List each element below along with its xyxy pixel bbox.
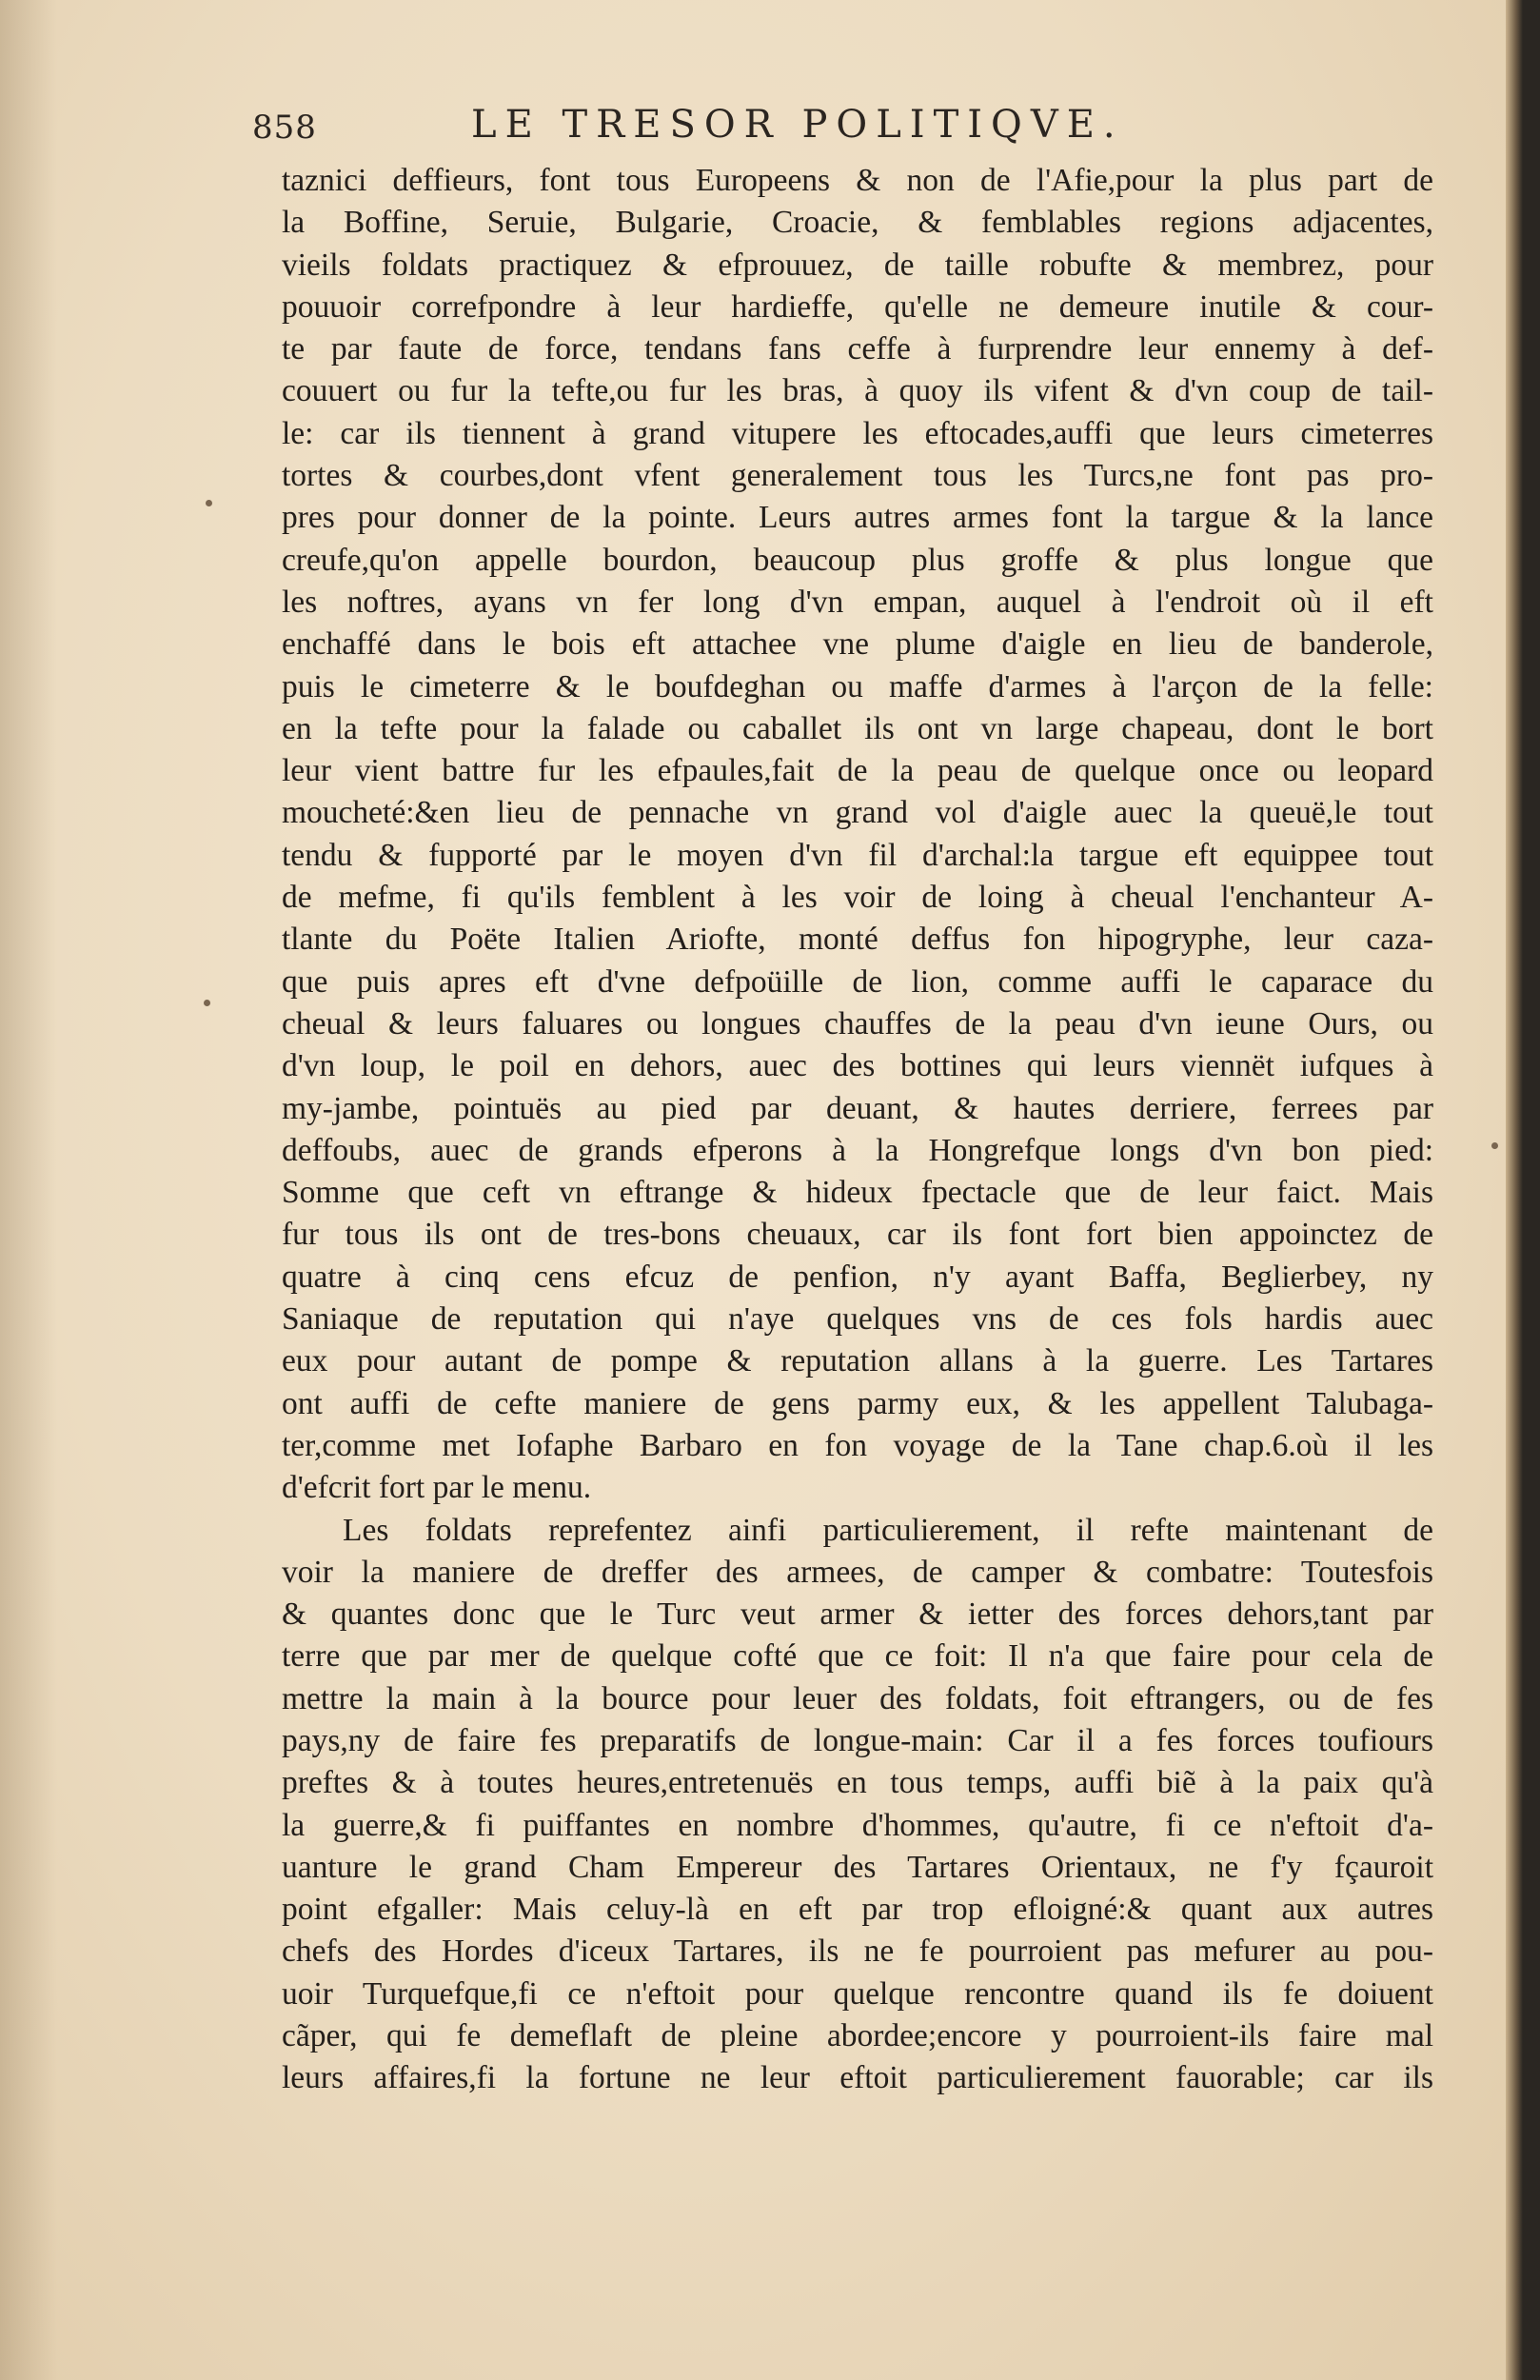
text-line: te par faute de force, tendans fans ceffe à furprendre leur ennemy à def- (282, 331, 1433, 367)
text-line: voir la maniere de dreffer des armees, de camper & combatre: Toutesfois (282, 1554, 1433, 1590)
page-number: 858 (252, 109, 317, 147)
text-line: d'vn loup, le poil en dehors, auec des bottines qui leurs viennët iufques à (282, 1048, 1433, 1084)
text-line: pres pour donner de la pointe. Leurs autres armes font la targue & la lance (282, 500, 1433, 536)
text-line: leur vient battre fur les efpaules,fait de la peau de quelque once ou leopard (282, 753, 1433, 789)
page-edge (1506, 0, 1523, 2380)
running-title: LE TRESOR POLITIQVE. (471, 103, 1124, 147)
text-line: uoir Turquefque,fi ce n'eftoit pour quelque rencontre quand ils fe doiuent (282, 1975, 1433, 2012)
text-line: cheual & leurs faluares ou longues chauffes de la peau d'vn ieune Ours, ou (282, 1005, 1433, 1041)
text-line: les noftres, ayans vn fer long d'vn empan, auquel à l'endroit où il eft (282, 584, 1433, 620)
text-line: tendu & fupporté par le moyen d'vn fil d'archal:la targue eft equippee tout (282, 837, 1433, 873)
text-line: ont auffi de cefte maniere de gens parmy eux, & les appellent Talubaga- (282, 1385, 1433, 1421)
text-line: leurs affaires,fi la fortune ne leur eftoit particulierement fauorable; car ils (282, 2060, 1433, 2096)
text-line: taznici deffieurs, font tous Europeens & non de l'Afie,pour la plus part de (282, 163, 1433, 198)
text-line: d'efcrit fort par le menu. (282, 1470, 592, 1506)
text-line: le: car ils tiennent à grand vitupere les eftocades,auffi que leurs cimeterres (282, 415, 1433, 451)
text-line: ter,comme met Iofaphe Barbaro en fon voyage de la Tane chap.6.où il les (282, 1427, 1433, 1463)
text-line: tlante du Poëte Italien Ariofte, monté deffus fon hipogryphe, leur caza- (282, 922, 1433, 958)
ink-fleck (1491, 1142, 1498, 1149)
text-line: vieils foldats practiquez & efprouuez, de taille robufte & membrez, pour (282, 247, 1433, 283)
text-line: preftes & à toutes heures,entretenuës en tous temps, auffi biẽ à la paix qu'à (282, 1765, 1433, 1801)
text-line: eux pour autant de pompe & reputation allans à la guerre. Les Tartares (282, 1343, 1433, 1379)
text-line: de mefme, fi qu'ils femblent à les voir de loing à cheual l'enchanteur A- (282, 880, 1433, 916)
text-line: terre que par mer de quelque cofté que ce foit: Il n'a que faire pour cela de (282, 1638, 1433, 1675)
text-line: my-jambe, pointuës au pied par deuant, & hautes derriere, ferrees par (282, 1090, 1433, 1126)
text-line: couuert ou fur la tefte,ou fur les bras, à quoy ils vifent & d'vn coup de tail- (282, 373, 1433, 409)
text-line: la guerre,& fi puiffantes en nombre d'hommes, qu'autre, fi ce n'eftoit d'a- (282, 1807, 1433, 1843)
page-header (252, 103, 1423, 160)
text-line: la Boffine, Seruie, Bulgarie, Croacie, & femblables regions adjacentes, (282, 205, 1433, 241)
text-line: cãper, qui fe demeflaft de pleine abordee;encore y pourroient-ils faire mal (282, 2018, 1433, 2054)
text-line: Somme que ceft vn eftrange & hideux fpectacle que de leur faict. Mais (282, 1175, 1433, 1211)
text-line: pays,ny de faire fes preparatifs de longue-main: Car il a fes forces toufiours (282, 1722, 1433, 1758)
gutter-shadow (0, 0, 57, 2380)
text-line: creufe,qu'on appelle bourdon, beaucoup plus groffe & plus longue que (282, 542, 1433, 578)
text-line: Les foldats reprefentez ainfi particulierement, il refte maintenant de (343, 1512, 1433, 1548)
text-line: mettre la main à la bource pour leuer des foldats, foit eftrangers, ou de fes (282, 1680, 1433, 1716)
text-line: point efgaller: Mais celuy-là en eft par trop efloigné:& quant aux autres (282, 1892, 1433, 1928)
text-line: puis le cimeterre & le boufdeghan ou maffe d'armes à l'arçon de la felle: (282, 668, 1433, 704)
ink-fleck (206, 500, 212, 506)
text-line: en la tefte pour la falade ou caballet ils ont vn large chapeau, dont le bort (282, 710, 1433, 746)
text-line: enchaffé dans le bois eft attachee vne plume d'aigle en lieu de banderole, (282, 626, 1433, 663)
text-line: Saniaque de reputation qui n'aye quelques vns de ces fols hardis auec (282, 1301, 1433, 1338)
ink-fleck (204, 1000, 210, 1006)
text-line: deffoubs, auec de grands efperons à la Hongrefque longs d'vn bon pied: (282, 1132, 1433, 1168)
text-line: & quantes donc que le Turc veut armer & ietter des forces dehors,tant par (282, 1597, 1433, 1633)
text-line: pouuoir correfpondre à leur hardieffe, qu'elle ne demeure inutile & cour- (282, 288, 1433, 325)
text-line: chefs des Hordes d'iceux Tartares, ils ne fe pourroient pas mefurer au pou- (282, 1934, 1433, 1970)
body-text (282, 160, 1433, 2100)
text-line: moucheté:&en lieu de pennache vn grand vol d'aigle auec la queuë,le tout (282, 795, 1433, 831)
text-line: tortes & courbes,dont vfent generalement tous les Turcs,ne font pas pro- (282, 458, 1433, 494)
text-line: quatre à cinq cens efcuz de penfion, n'y ayant Baffa, Beglierbey, ny (282, 1259, 1433, 1295)
text-line: que puis apres eft d'vne defpoüille de lion, comme auffi le caparace du (282, 963, 1433, 1000)
text-line: uanture le grand Cham Empereur des Tartares Orientaux, ne f'y fçauroit (282, 1849, 1433, 1885)
text-line: fur tous ils ont de tres-bons cheuaux, car ils font fort bien appoinctez de (282, 1217, 1433, 1253)
